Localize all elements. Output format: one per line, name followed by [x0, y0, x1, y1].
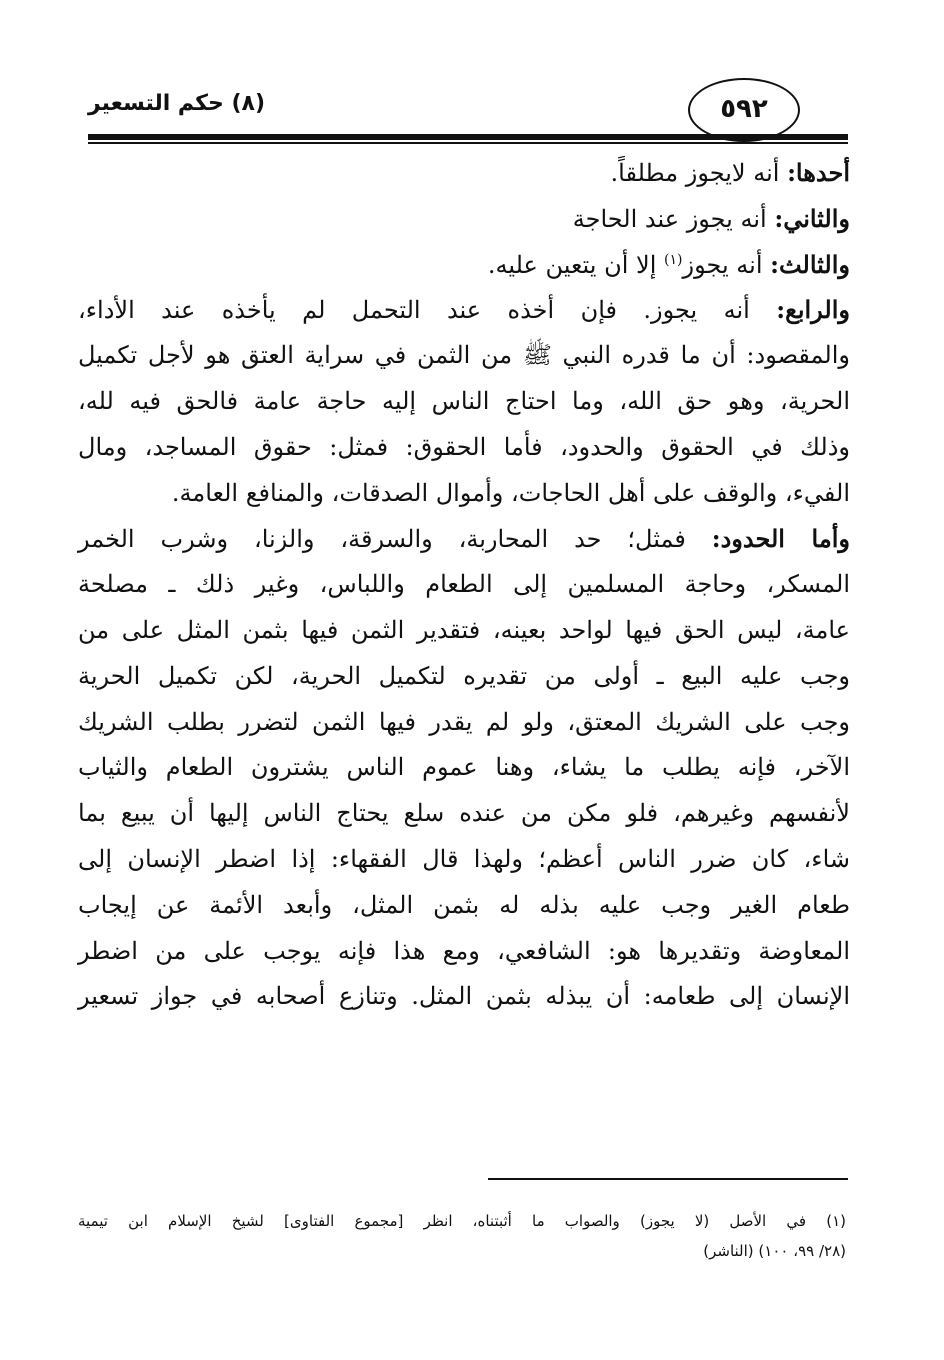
text-line	[78, 516, 850, 562]
body-text	[78, 150, 850, 1020]
text-line: الحرية، وهو حق الله، وما احتاج الناس إليه حاجة عامة فالحق فيه لله،	[78, 386, 850, 415]
paragraph-label: والثالث:	[770, 249, 850, 279]
footnote-separator	[488, 1178, 848, 1180]
footnote-line: (٢٨/ ٩٩، ١٠٠) (الناشر)	[703, 1242, 846, 1260]
text-line: وجب على الشريك المعتق، ولو لم يقدر فيها الثمن لتضرر بطلب الشريك	[78, 707, 850, 736]
page-number: ٥٩٢	[720, 94, 768, 124]
text-line: لأنفسهم وغيرهم، فلو مكن من عنده سلع يحتاج الناس إليها أن يبيع بما	[78, 799, 850, 828]
paragraph-text: أنه يجوز	[682, 250, 771, 279]
text-line	[78, 287, 850, 333]
paragraph-text: أنه يجوز عند الحاجة	[572, 204, 775, 233]
text-line: والمقصود: أن ما قدره النبي ﷺ من الثمن في سراية العتق هو لأجل تكميل	[78, 341, 851, 370]
text-line: الإنسان إلى طعامه: أن يبذله بثمن المثل. وتنازع أصحابه في جواز تسعير	[78, 982, 850, 1011]
text-line: طعام الغير وجب عليه بذله له بثمن المثل، وأبعد الأئمة عن إيجاب	[78, 890, 850, 919]
text-line: الآخر، فإنه يطلب ما يشاء، وهنا عموم الناس يشترون الطعام والثياب	[78, 753, 850, 782]
page-number-oval	[688, 78, 800, 142]
paragraph-text: أنه لايجوز مطلقاً.	[610, 159, 788, 187]
paragraph-label: أحدها:	[787, 158, 850, 187]
text-line: المعاوضة وتقديرها هو: الشافعي، ومع هذا فإنه يوجب على من اضطر	[78, 936, 850, 965]
running-header-title: (٨) حكم التسعير	[88, 91, 266, 116]
paragraph-label: والرابع:	[776, 295, 850, 325]
footnote-reference[interactable]: (١)	[664, 251, 683, 268]
footnotes	[78, 1206, 846, 1266]
paragraph-text: إلا أن يتعين عليه.	[487, 250, 665, 279]
text-line: وذلك في الحقوق والحدود، فأما الحقوق: فمثل: حقوق المساجد، ومال	[78, 432, 850, 461]
paragraph-text: أنه يجوز. فإن أخذه عند التحمل لم يأخذه عند الأداء،	[78, 296, 777, 325]
paragraph-label: والثاني:	[774, 203, 850, 233]
paragraph-label: وأما الحدود:	[711, 524, 850, 554]
text-line: المسكر، وحاجة المسلمين إلى الطعام واللباس، وغير ذلك ـ مصلحة	[78, 570, 850, 599]
text-line	[78, 242, 850, 288]
text-line	[78, 196, 850, 242]
footnote-line: (١) في الأصل (لا يجوز) والصواب ما أثبتناه، انظر [مجموع الفتاوى] لشيخ الإسلام ابن تيمية	[78, 1212, 846, 1230]
header-rule-thick	[88, 134, 848, 140]
text-line: الفيء، والوقف على أهل الحاجات، وأموال الصدقات، والمنافع العامة.	[171, 478, 850, 507]
text-line: وجب عليه البيع ـ أولى من تقديره لتكميل الحرية، لكن تكميل الحرية	[78, 661, 850, 690]
text-line	[78, 150, 850, 196]
paragraph-text: فمثل؛ حد المحاربة، والسرقة، والزنا، وشرب الخمر	[78, 525, 712, 554]
header-rule-thin	[88, 142, 848, 144]
text-line: شاء، كان ضرر الناس أعظم؛ ولهذا قال الفقهاء: إذا اضطر الإنسان إلى	[78, 844, 850, 873]
text-line: عامة، ليس الحق فيها لواحد بعينه، فتقدير الثمن فيها بثمن المثل على من	[78, 615, 850, 644]
